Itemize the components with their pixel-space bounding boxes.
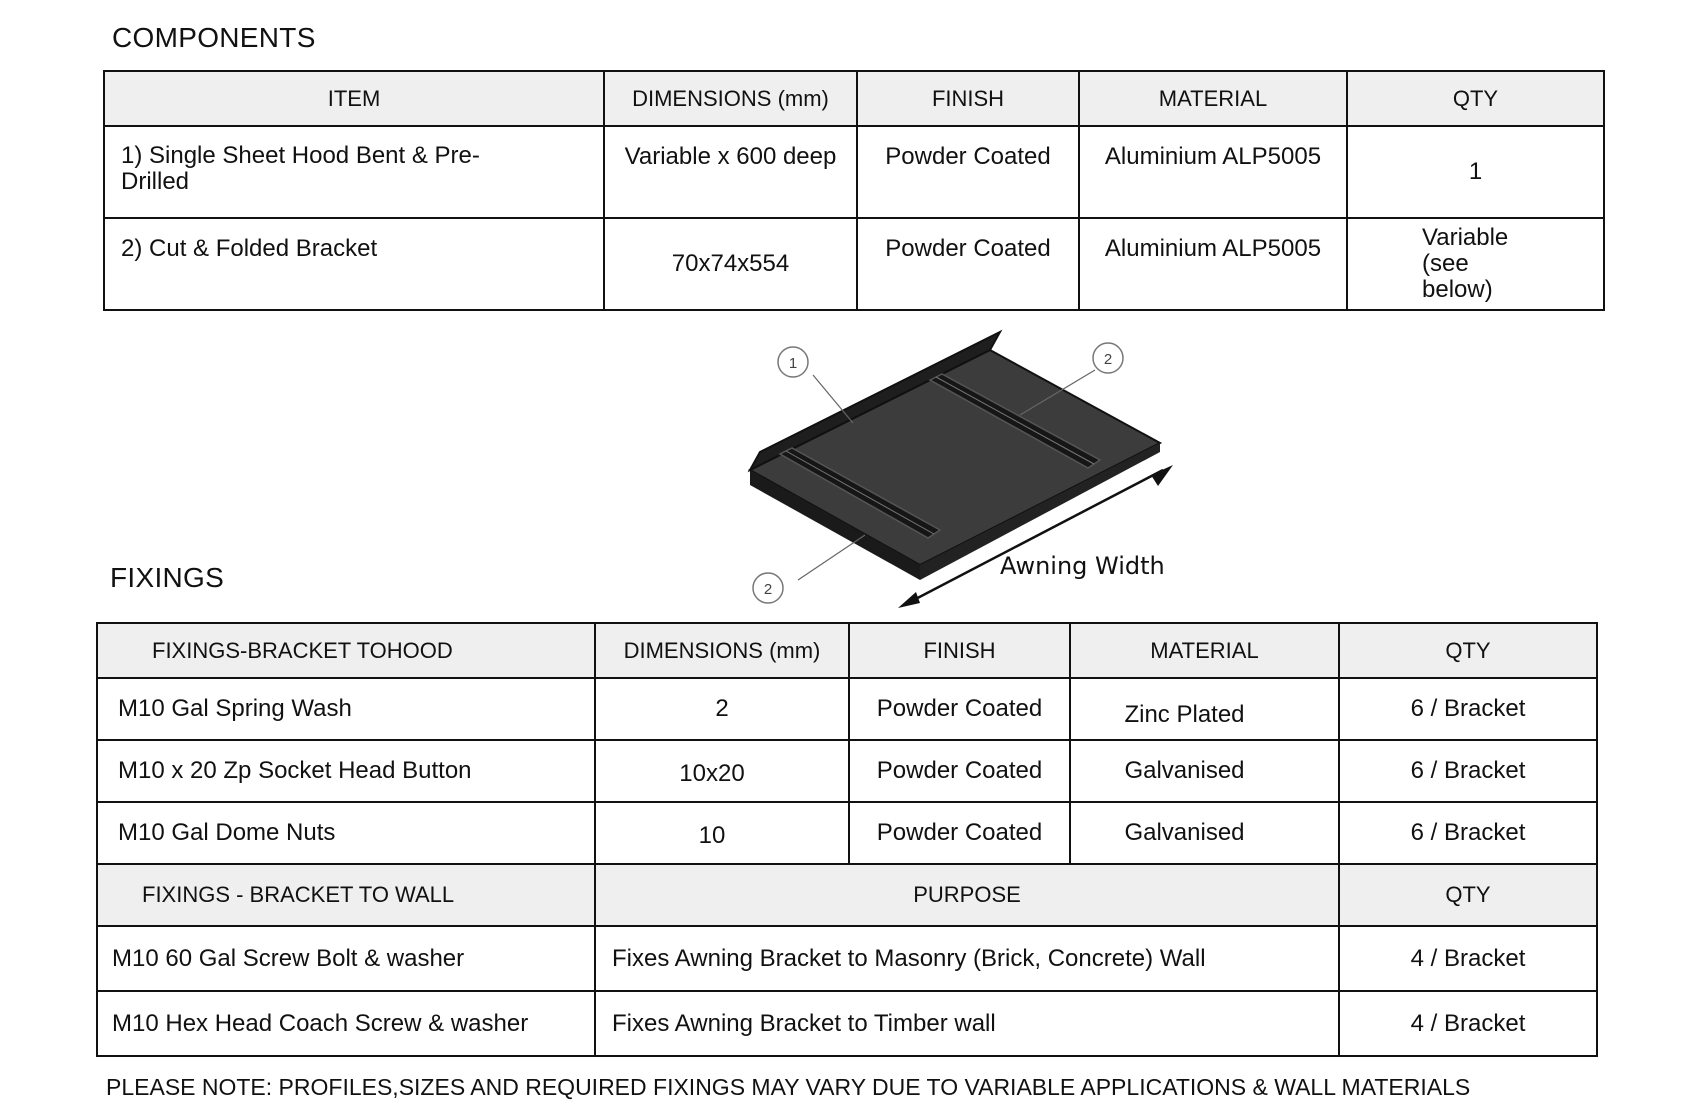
table-row [97,926,1597,991]
fixings-heading: FIXINGS [110,562,225,593]
header-qty: QTY [1339,623,1597,678]
fixing-item: M10 x 20 Zp Socket Head Button [97,740,595,802]
component-item: 1) Single Sheet Hood Bent & Pre-Drilled [104,126,604,218]
awning-drawing [690,320,1190,610]
callout-2 [1093,343,1123,373]
header-fixings-wall: FIXINGS - BRACKET TO WALL [97,864,595,926]
fixing-finish: Powder Coated [849,678,1070,740]
header-dimensions: DIMENSIONS (mm) [604,71,857,126]
fixings-hood-header-row [97,623,1597,678]
component-item: 2) Cut & Folded Bracket [104,218,604,310]
fixing-item: M10 Gal Spring Wash [97,678,595,740]
wall-fixing-purpose: Fixes Awning Bracket to Timber wall [595,991,1339,1056]
components-table [103,70,1605,311]
fixings-table [96,622,1598,1057]
components-heading: COMPONENTS [112,22,316,53]
fixing-item: M10 Gal Dome Nuts [97,802,595,864]
table-row [97,740,1597,802]
header-dimensions: DIMENSIONS (mm) [595,623,849,678]
please-note: PLEASE NOTE: PROFILES,SIZES AND REQUIRED FIXINGS MAY VARY DUE TO VARIABLE APPLICATIONS & WALL MATERIALS [106,1074,1471,1100]
wall-fixing-qty: 4 / Bracket [1339,991,1597,1056]
wall-fixing-item: M10 60 Gal Screw Bolt & washer [97,926,595,991]
wall-fixing-item: M10 Hex Head Coach Screw & washer [97,991,595,1056]
header-fixings-hood: FIXINGS-BRACKET TOHOOD [97,623,595,678]
fixing-qty: 6 / Bracket [1339,740,1597,802]
fixings-wall-header-row [97,864,1597,926]
svg-text:2: 2 [1103,351,1113,368]
table-row [97,802,1597,864]
fixing-finish: Powder Coated [849,740,1070,802]
component-material: Aluminium ALP5005 [1079,218,1347,310]
header-material: MATERIAL [1079,71,1347,126]
fixing-qty: 6 / Bracket [1339,802,1597,864]
component-qty: Variable (see below) [1347,218,1604,310]
table-row [104,126,1604,218]
header-purpose: PURPOSE [595,864,1339,926]
header-qty: QTY [1339,864,1597,926]
fixing-dimensions: 10x20 [595,740,849,802]
header-item: ITEM [104,71,604,126]
header-qty: QTY [1347,71,1604,126]
table-row [97,991,1597,1056]
component-qty: 1 [1347,126,1604,218]
callout-1 [778,347,808,377]
fixing-dimensions: 10 [595,802,849,864]
fixing-material: Galvanised [1070,802,1339,864]
table-row [97,678,1597,740]
fixing-qty: 6 / Bracket [1339,678,1597,740]
header-finish: FINISH [849,623,1070,678]
fixing-material: Galvanised [1070,740,1339,802]
fixing-finish: Powder Coated [849,802,1070,864]
callout-2b [753,573,783,603]
component-dimensions: 70x74x554 [604,218,857,310]
wall-fixing-purpose: Fixes Awning Bracket to Masonry (Brick, Concrete) Wall [595,926,1339,991]
header-finish: FINISH [857,71,1079,126]
svg-text:1: 1 [788,355,798,372]
table-row [104,218,1604,310]
fixing-dimensions: 2 [595,678,849,740]
component-finish: Powder Coated [857,218,1079,310]
svg-text:2: 2 [763,581,773,598]
component-material: Aluminium ALP5005 [1079,126,1347,218]
components-header-row [104,71,1604,126]
fixing-material: Zinc Plated [1070,678,1339,740]
component-finish: Powder Coated [857,126,1079,218]
awning-width-label: Awning Width [1000,552,1165,580]
header-material: MATERIAL [1070,623,1339,678]
wall-fixing-qty: 4 / Bracket [1339,926,1597,991]
component-dimensions: Variable x 600 deep [604,126,857,218]
